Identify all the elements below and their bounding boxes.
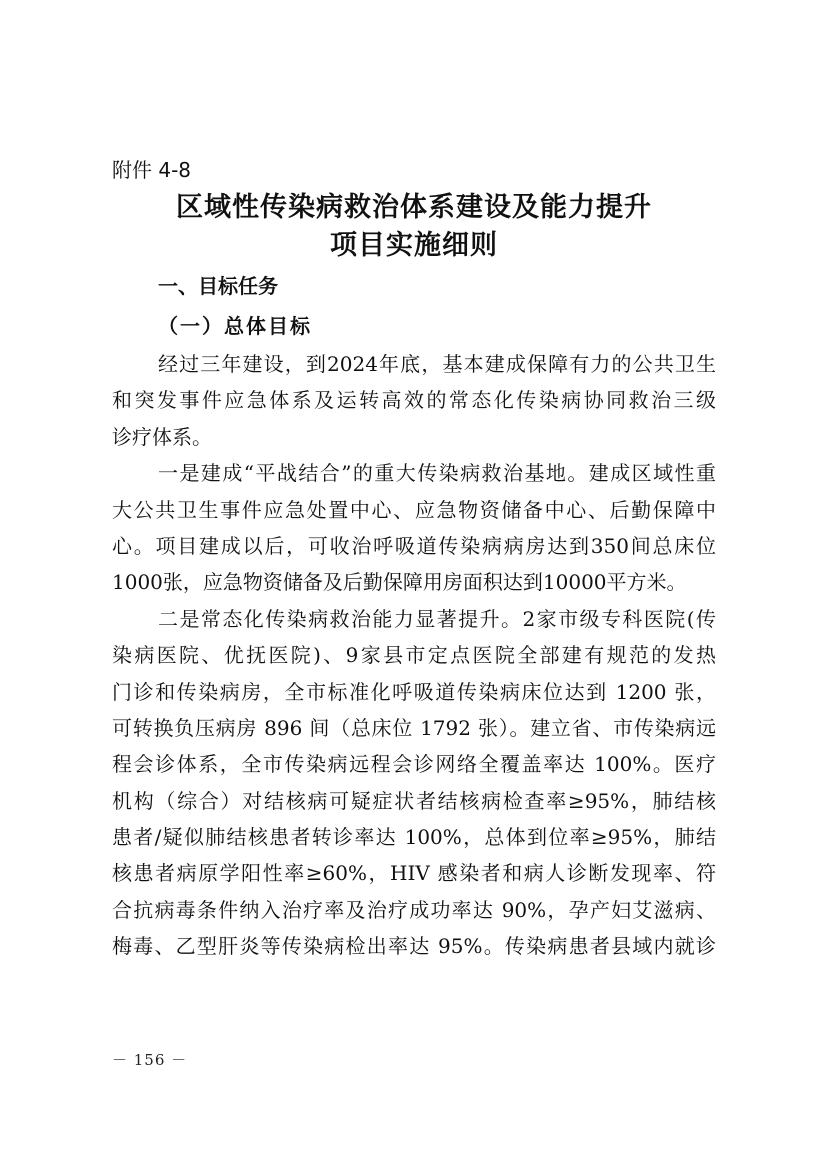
paragraph-line: 染病医院、优抚医院)、9家县市定点医院全部建有规范的发热	[112, 643, 716, 668]
subsection-heading: （一）总体目标	[158, 314, 312, 338]
paragraph-line: 梅毒、乙型肝炎等传染病检出率达 95%。传染病患者县域内就诊	[112, 934, 716, 959]
paragraph-line: 二是常态化传染病救治能力显著提升。2家市级专科医院(传	[158, 606, 716, 631]
paragraph-line: 一是建成“平战结合”的重大传染病救治基地。建成区域性重	[158, 461, 716, 486]
page-number: － 156 －	[112, 1051, 188, 1069]
paragraph-line: 机构（综合）对结核病可疑症状者结核病检查率≥95%，肺结核	[112, 788, 716, 813]
paragraph-line: 患者/疑似肺结核患者转诊率达 100%，总体到位率≥95%，肺结	[112, 825, 716, 850]
document-title-line-2: 项目实施细则	[330, 230, 498, 261]
section-heading: 一、目标任务	[158, 274, 278, 298]
paragraph-1	[112, 346, 716, 455]
paragraph-line: 可转换负压病房 896 间（总床位 1792 张）。建立省、市传染病远	[112, 715, 716, 740]
document-body	[112, 346, 716, 965]
paragraph-line: 1000张，应急物资储备及后勤保障用房面积达到10000平方米。	[112, 570, 687, 595]
paragraph-line: 经过三年建设，到2024年底，基本建成保障有力的公共卫生	[158, 352, 716, 376]
annex-label: 附件 4-8	[112, 158, 192, 182]
document-title-line-1: 区域性传染病救治体系建设及能力提升	[176, 192, 652, 223]
paragraph-line: 大公共卫生事件应急处置中心、应急物资储备中心、后勤保障中	[112, 497, 716, 522]
paragraph-line: 门诊和传染病房，全市标准化呼吸道传染病床位达到 1200 张，	[112, 679, 716, 704]
paragraph-line: 心。项目建成以后，可收治呼吸道传染病病房达到350间总床位	[112, 533, 716, 558]
paragraph-line: 和突发事件应急体系及运转高效的常态化传染病协同救治三级	[112, 388, 716, 413]
paragraph-2	[112, 455, 716, 601]
paragraph-line: 诊疗体系。	[112, 424, 212, 449]
paragraph-line: 核患者病原学阳性率≥60%，HIV 感染者和病人诊断发现率、符	[112, 861, 716, 886]
paragraph-line: 合抗病毒条件纳入治疗率及治疗成功率达 90%，孕产妇艾滋病、	[112, 897, 716, 922]
paragraph-line: 程会诊体系，全市传染病远程会诊网络全覆盖率达 100%。医疗	[112, 752, 716, 777]
paragraph-3	[112, 601, 716, 965]
